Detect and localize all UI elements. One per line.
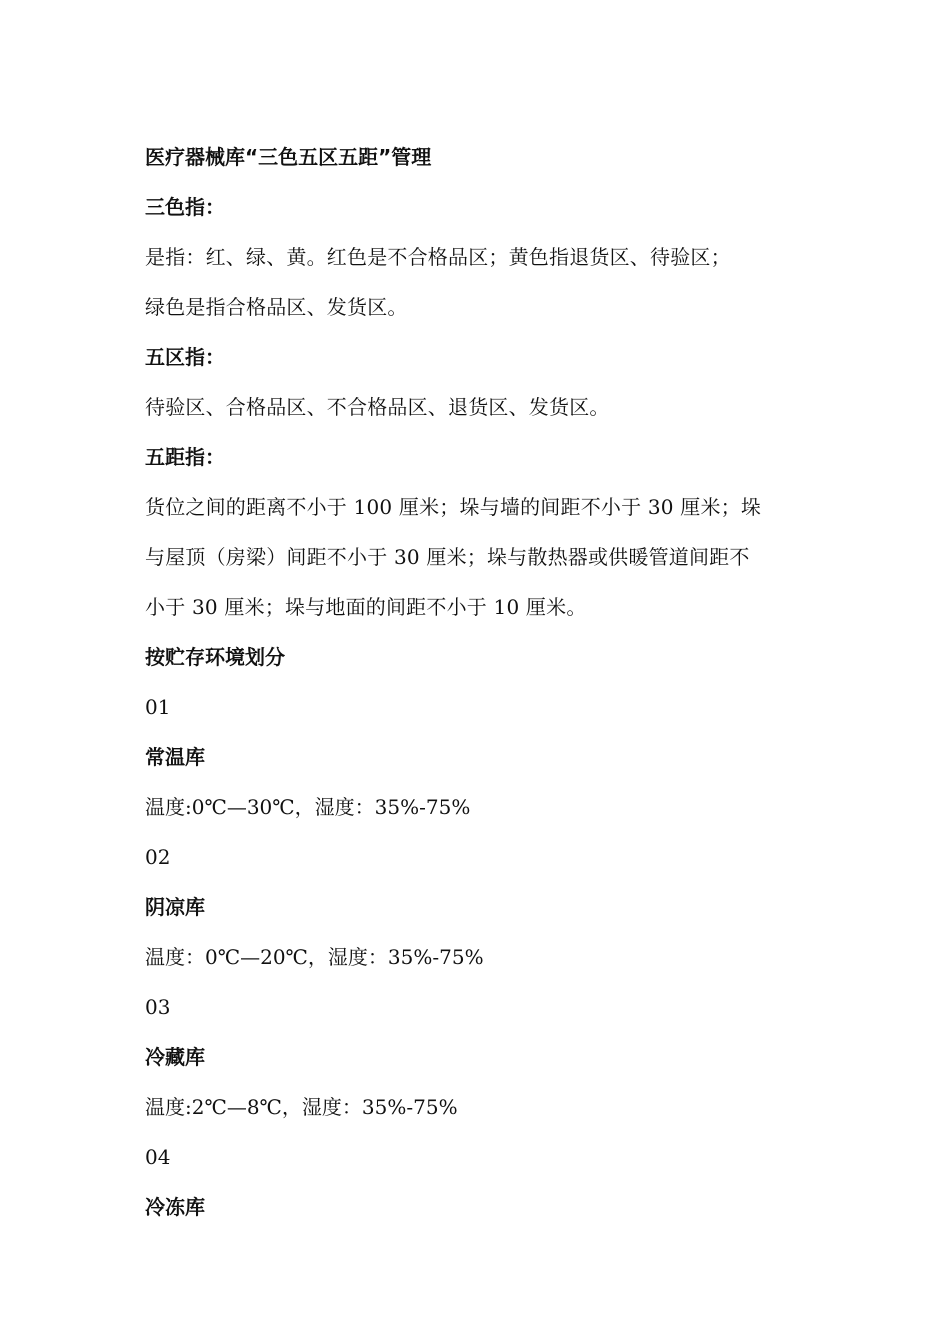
five-distances-text-line2: 与屋顶（房梁）间距不小于 30 厘米；垛与散热器或供暖管道间距不 — [145, 545, 750, 569]
three-colors-text-line2: 绿色是指合格品区、发货区。 — [145, 295, 408, 319]
five-zones-heading: 五区指： — [145, 345, 225, 369]
warehouse-name: 阴凉库 — [145, 895, 205, 919]
five-zones-text: 待验区、合格品区、不合格品区、退货区、发货区。 — [145, 395, 610, 419]
warehouse-name: 冷冻库 — [145, 1195, 205, 1219]
warehouse-spec: 温度:2℃—8℃，湿度：35%-75% — [145, 1095, 458, 1119]
warehouse-number: 04 — [145, 1145, 171, 1169]
warehouse-name: 常温库 — [145, 745, 205, 769]
five-distances-heading: 五距指： — [145, 445, 225, 469]
warehouse-spec: 温度：0℃—20℃，湿度：35%-75% — [145, 945, 484, 969]
five-distances-text-line1: 货位之间的距离不小于 100 厘米；垛与墙的间距不小于 30 厘米；垛 — [145, 495, 762, 519]
storage-env-heading: 按贮存环境划分 — [145, 645, 285, 669]
three-colors-heading: 三色指： — [145, 195, 225, 219]
warehouse-spec: 温度:0℃—30℃，湿度：35%-75% — [145, 795, 471, 819]
warehouse-number: 02 — [145, 845, 171, 869]
warehouse-number: 03 — [145, 995, 171, 1019]
warehouse-name: 冷藏库 — [145, 1045, 205, 1069]
document-title: 医疗器械库“三色五区五距”管理 — [145, 145, 432, 169]
five-distances-text-line3: 小于 30 厘米；垛与地面的间距不小于 10 厘米。 — [145, 595, 587, 619]
warehouse-number: 01 — [145, 695, 171, 719]
document-page — [145, 132, 810, 1232]
three-colors-text-line1: 是指：红、绿、黄。红色是不合格品区；黄色指退货区、待验区； — [145, 245, 731, 269]
